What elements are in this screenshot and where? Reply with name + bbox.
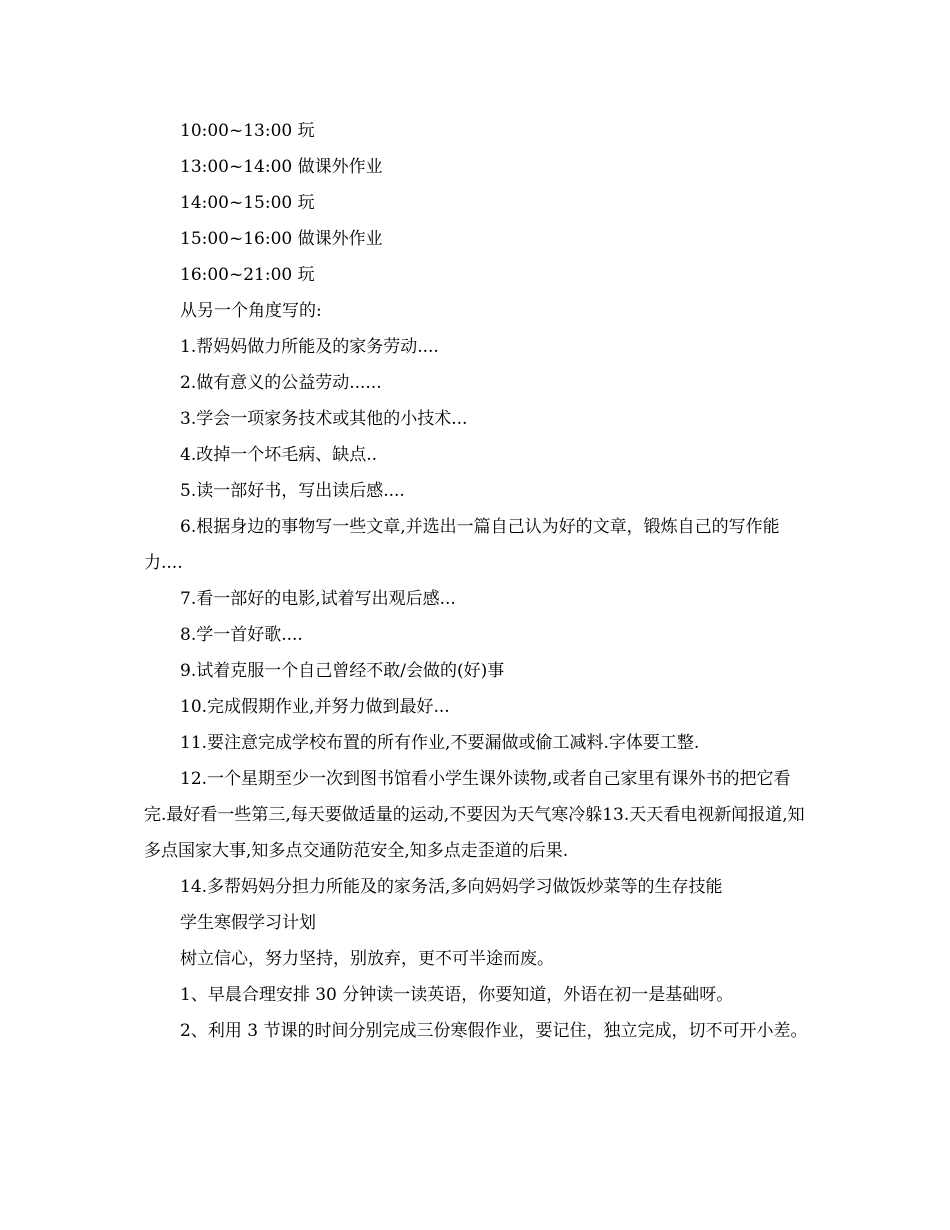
plan-item: 1、早晨合理安排 30 分钟读一读英语，你要知道，外语在初一是基础呀。 bbox=[180, 985, 734, 1005]
list-item: 12.一个星期至少一次到图书馆看小学生课外读物,或者自己家里有课外书的把它看完.最好看一些第三,每天要做适量的运动,不要因为天气寒冷躲13.天天看电视新闻报道,知多点国家大事,知多点交通防范安全,知多点走歪道的后果. bbox=[144, 769, 805, 861]
schedule-line: 15:00~16:00 做课外作业 bbox=[180, 229, 383, 249]
section-intro: 从另一个角度写的: bbox=[180, 301, 322, 321]
list-item: 1.帮妈妈做力所能及的家务劳动.... bbox=[180, 337, 439, 357]
list-item: 10.完成假期作业,并努力做到最好... bbox=[180, 697, 450, 717]
schedule-line: 16:00~21:00 玩 bbox=[180, 265, 315, 285]
list-item: 5.读一部好书，写出读后感.... bbox=[180, 481, 405, 501]
schedule-line: 13:00~14:00 做课外作业 bbox=[180, 157, 383, 177]
schedule-line: 14:00~15:00 玩 bbox=[180, 193, 315, 213]
list-item: 7.看一部好的电影,试着写出观后感... bbox=[180, 589, 456, 609]
list-item: 8.学一首好歌.... bbox=[180, 625, 303, 645]
list-item: 9.试着克服一个自己曾经不敢/会做的(好)事 bbox=[180, 661, 505, 681]
list-item: 6.根据身边的事物写一些文章,并选出一篇自己认为好的文章，锻炼自己的写作能力.... bbox=[144, 517, 780, 573]
plan-item: 2、利用 3 节课的时间分别完成三份寒假作业，要记住，独立完成，切不可开小差。 bbox=[180, 1021, 808, 1041]
document-body bbox=[144, 113, 808, 1049]
list-item: 14.多帮妈妈分担力所能及的家务活,多向妈妈学习做饭炒菜等的生存技能 bbox=[180, 877, 723, 897]
list-item: 3.学会一项家务技术或其他的小技术... bbox=[180, 409, 468, 429]
list-item: 2.做有意义的公益劳动...... bbox=[180, 373, 382, 393]
section-heading: 学生寒假学习计划 bbox=[180, 913, 316, 933]
schedule-line: 10:00~13:00 玩 bbox=[180, 121, 315, 141]
body-paragraph: 树立信心，努力坚持，别放弃，更不可半途而废。 bbox=[180, 949, 554, 969]
list-item: 11.要注意完成学校布置的所有作业,不要漏做或偷工减料.字体要工整. bbox=[180, 733, 700, 753]
list-item: 4.改掉一个坏毛病、缺点.. bbox=[180, 445, 378, 465]
